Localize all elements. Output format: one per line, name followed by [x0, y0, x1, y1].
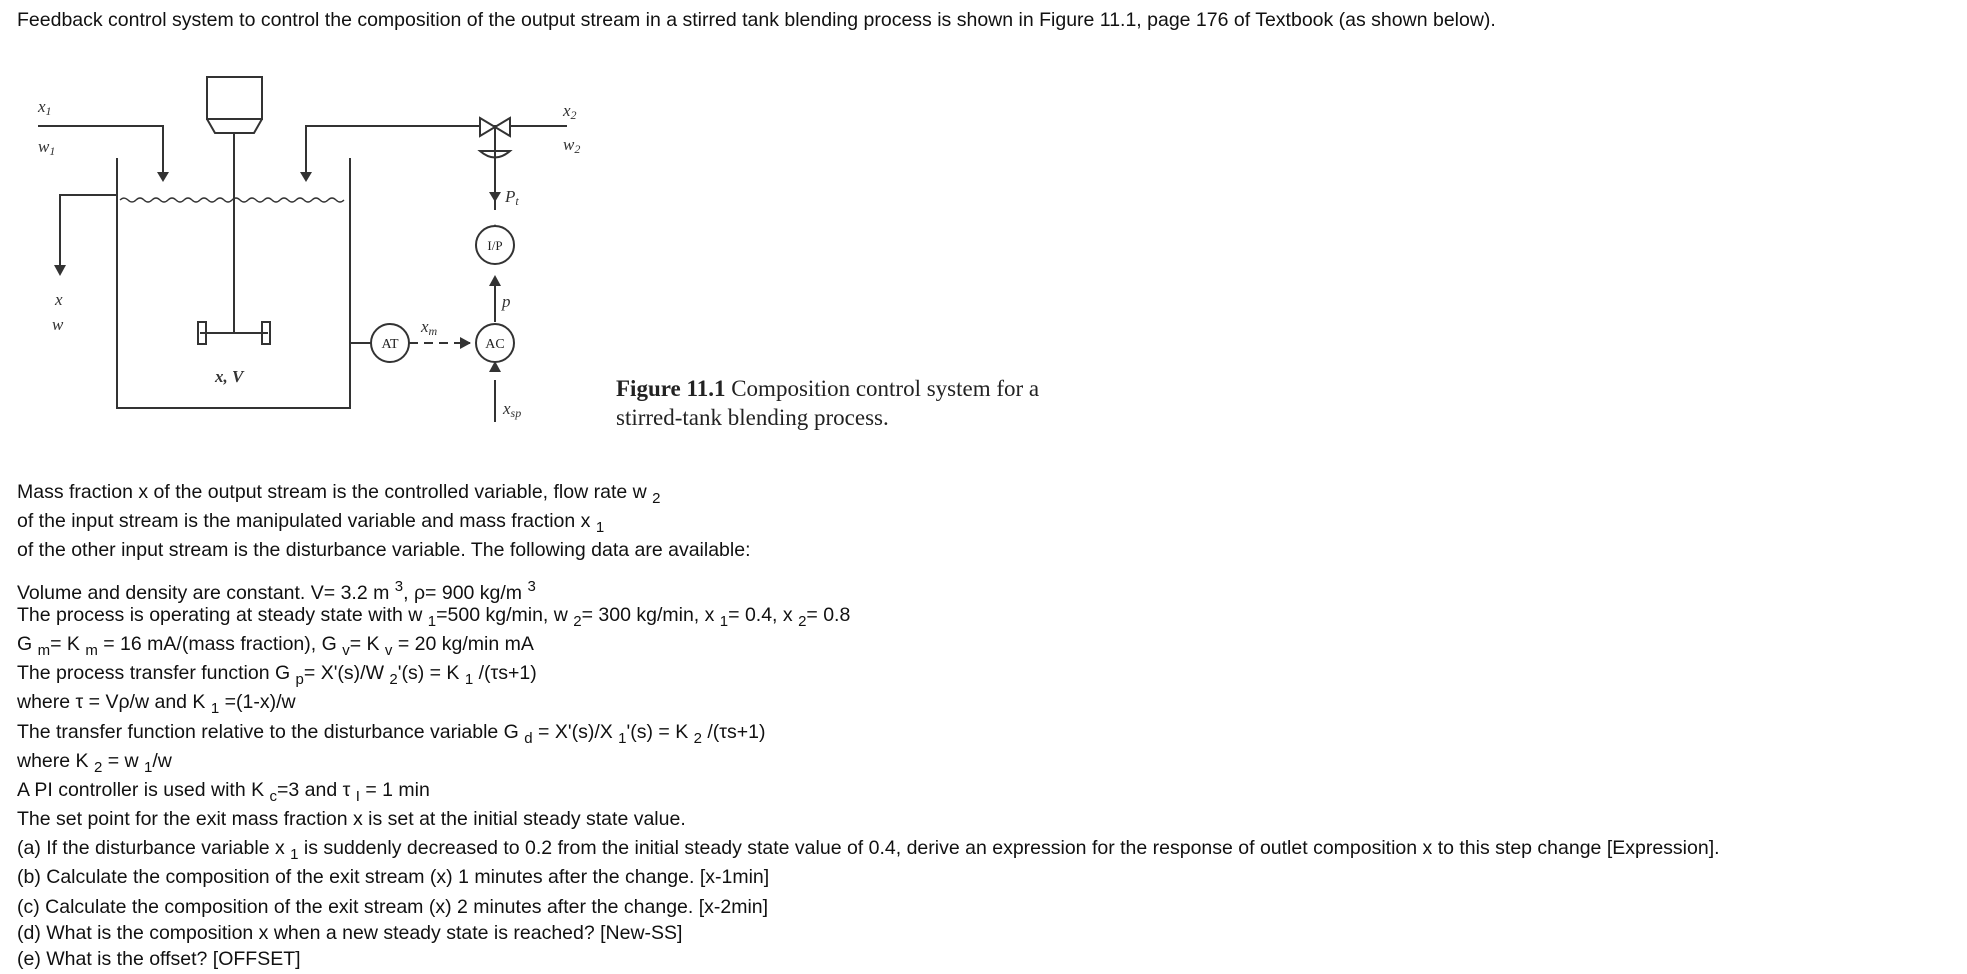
text-line-12: The set point for the exit mass fraction x is set at the initial steady state value.	[17, 808, 686, 831]
ip-label: I/P	[487, 238, 503, 253]
text-line-4: Volume and density are constant. V= 3.2 m $^3$, ρ= 900 kg/m $^3$	[17, 577, 536, 604]
ac-label: AC	[485, 337, 505, 352]
p-label: p	[502, 292, 511, 311]
stirred-tank-schematic	[0, 60, 600, 440]
w2-label: w2	[563, 135, 581, 156]
at-label: AT	[381, 337, 399, 352]
question-e: (e) What is the offset? [OFFSET]	[17, 947, 301, 970]
w-out-label: w	[52, 315, 64, 334]
w1-label: w1	[38, 137, 56, 158]
question-d: (d) What is the composition x when a new steady state is reached? [New-SS]	[17, 921, 683, 944]
inlet-2-pipe	[306, 126, 567, 177]
intro-text: Feedback control system to control the composition of the output stream in a stirred tank blending process is shown in Figure 11.1, page 176 of Textbook (as shown below).	[17, 9, 1496, 31]
figure-caption	[616, 374, 1039, 432]
tank-label: x, V	[215, 367, 244, 386]
question-b: (b) Calculate the composition of the exit stream (x) 1 minutes after the change. [x-1min]	[17, 866, 770, 889]
caption-line-2: stirred-tank blending process.	[616, 405, 889, 430]
text-line-5: The process is operating at steady state with w $_1$=500 kg/min, w $_2$= 300 kg/min, x $_1$= 0.4, x $_2$= 0.8	[17, 603, 851, 630]
caption-line-1: Composition control system for a	[731, 376, 1040, 401]
xsp-label: xsp	[503, 399, 522, 420]
text-line-8: where τ = Vρ/w and K $_1$ =(1-x)/w	[17, 691, 296, 718]
text-line-9: The transfer function relative to the disturbance variable G $_d$ = X'(s)/X $_1$'(s) = K $_2$ /(τs+1)	[17, 720, 766, 747]
text-line-3: of the other input stream is the disturbance variable. The following data are available:	[17, 539, 751, 562]
inlet-1-pipe	[38, 126, 163, 177]
text-line-11: A PI controller is used with K $_c$=3 and τ $_I$ = 1 min	[17, 778, 430, 805]
xm-label: xm	[421, 317, 438, 338]
process-diagram	[0, 60, 600, 445]
x2-label: x2	[563, 101, 577, 122]
text-line-10: where K $_2$ = w $_1$/w	[17, 749, 172, 776]
text-line-6: G $_m$= K $_m$ = 16 mA/(mass fraction), G $_v$= K $_v$ = 20 kg/min mA	[17, 632, 534, 659]
x1-label: x1	[38, 97, 52, 118]
text-line-2: of the input stream is the manipulated variable and mass fraction x $_1$	[17, 510, 605, 537]
x-out-label: x	[55, 290, 63, 309]
motor-box	[207, 77, 262, 119]
question-a: (a) If the disturbance variable x $_1$ is suddenly decreased to 0.2 from the initial steady state value of 0.4, derive an expression for the response of outlet composition x to this step change [Expression].	[17, 837, 1720, 864]
text-line-1: Mass fraction x of the output stream is the controlled variable, flow rate w $_2$	[17, 481, 661, 507]
question-c: (c) Calculate the composition of the exit stream (x) 2 minutes after the change. [x-2min]	[17, 895, 769, 918]
text-line-7: The process transfer function G $_p$= X'(s)/W $_2$'(s) = K $_1$ /(τs+1)	[17, 662, 537, 689]
problem-statement	[17, 478, 1957, 974]
caption-label: Figure 11.1	[616, 376, 726, 401]
pt-label: Pt	[505, 187, 519, 208]
outlet-pipe	[60, 195, 117, 270]
liquid-level	[120, 198, 344, 202]
